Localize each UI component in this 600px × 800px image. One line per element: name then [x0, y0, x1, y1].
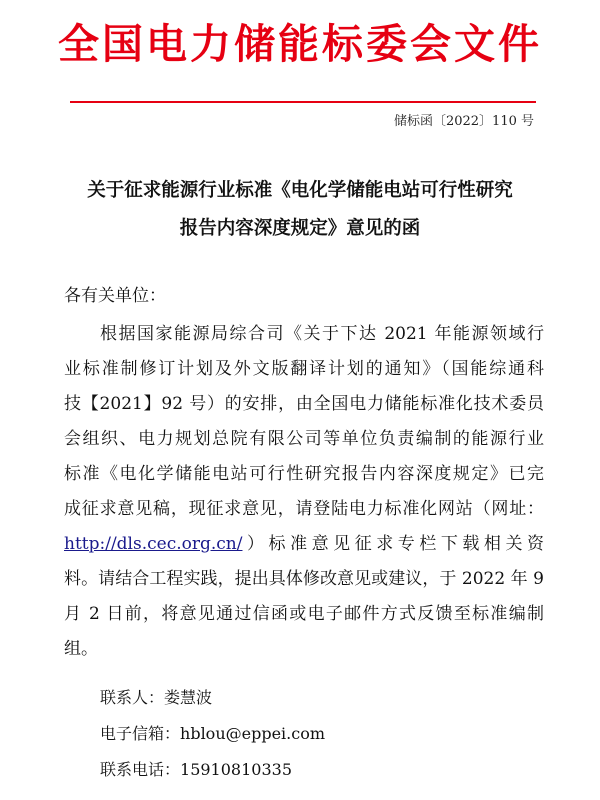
body-paragraph: [64, 317, 544, 667]
contact-email-label: 电子信箱：: [100, 724, 181, 743]
body-line: 成征求意见稿，现征求意见，请登陆电力标准化网站（网址：: [64, 499, 544, 519]
body-line: 标准《电化学储能电站可行性研究报告内容深度规定》已完: [64, 464, 544, 484]
body-line: 月 2 日前，将意见通过信函或电子邮件方式反馈至标准编制: [64, 604, 544, 624]
body-line: 料。请结合工程实践，提出具体修改意见或建议，于 2022 年 9: [64, 569, 544, 589]
title-line-2: 报告内容深度规定》意见的函: [179, 218, 421, 239]
document-number: 储标函〔2022〕110 号: [393, 114, 534, 129]
contact-person-name: 娄慧波: [164, 688, 213, 707]
letter-title: [40, 172, 560, 248]
website-link[interactable]: http://dls.cec.org.cn/: [64, 534, 243, 554]
body-line: 组。: [64, 639, 98, 659]
masthead-title: 全国电力储能标委会文件: [58, 20, 542, 68]
title-line-1: 关于征求能源行业标准《电化学储能电站可行性研究: [87, 180, 513, 201]
body-line-text: ）标准意见征求专栏下载相关资: [242, 534, 544, 554]
red-divider-line: [70, 101, 536, 103]
body-line: 根据国家能源局综合司《关于下达 2021 年能源领域行: [100, 324, 544, 344]
contact-phone-label: 联系电话：: [100, 760, 181, 779]
contact-person-label: 联系人：: [100, 688, 165, 707]
body-line: 技【2021】92 号）的安排，由全国电力储能标准化技术委员: [64, 394, 544, 414]
contact-email: hblou@eppei.com: [180, 724, 326, 743]
body-line: 业标准制修订计划及外文版翻译计划的通知》（国能综通科: [64, 359, 544, 379]
salutation: 各有关单位：: [64, 286, 166, 306]
body-line: 会组织、电力规划总院有限公司等单位负责编制的能源行业: [64, 429, 544, 449]
contact-person-row: [100, 680, 325, 716]
contact-phone-row: [100, 752, 325, 788]
contact-email-row: [100, 716, 325, 752]
body-line-with-link: [64, 527, 544, 562]
contact-phone: 15910810335: [180, 760, 292, 779]
contact-info: [100, 680, 325, 788]
